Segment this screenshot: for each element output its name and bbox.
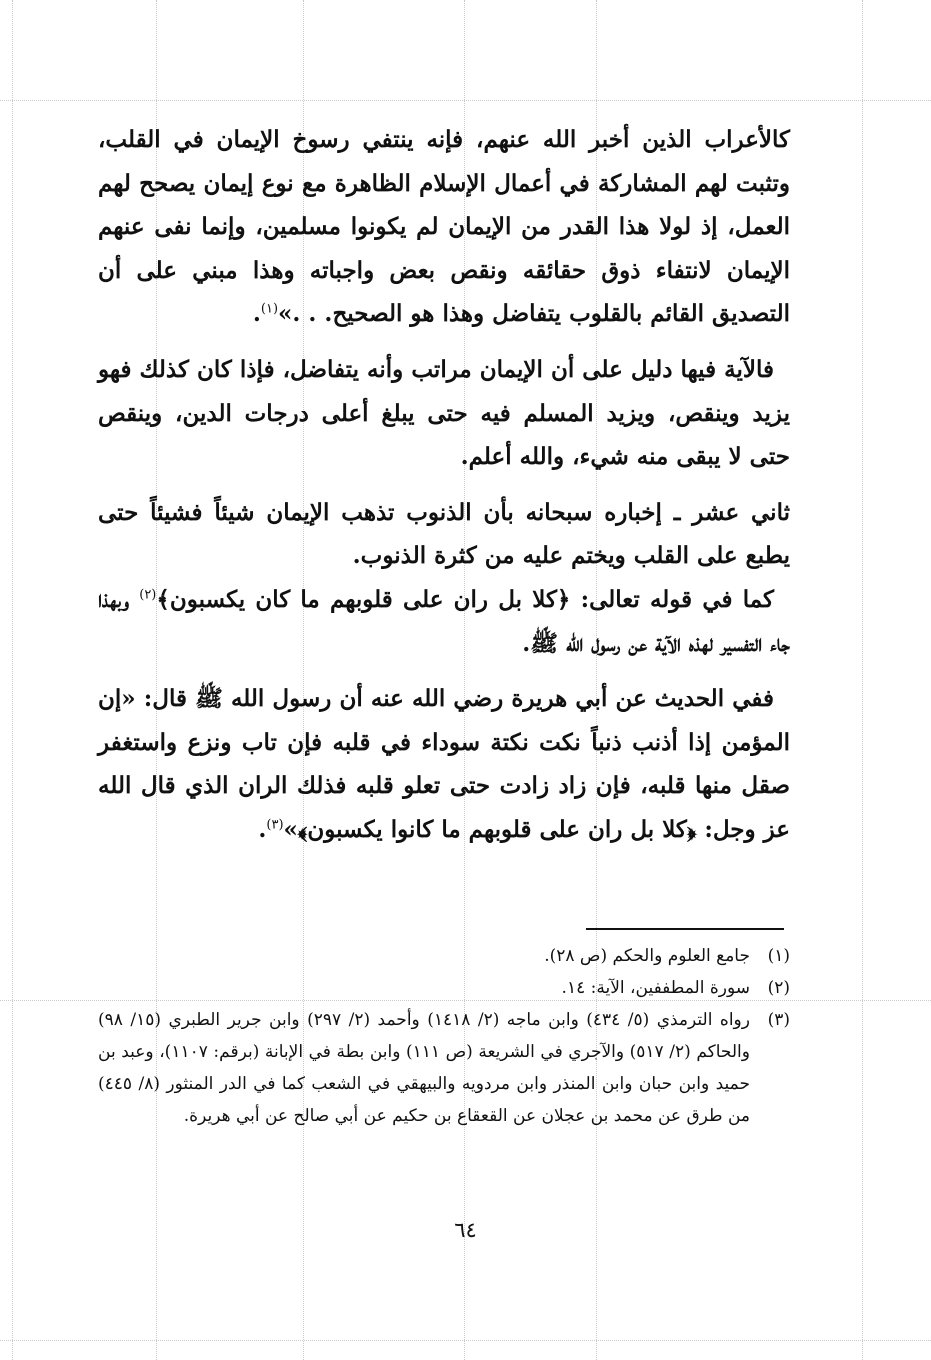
paragraph-text: . (258, 815, 267, 843)
paragraph (98, 677, 790, 851)
footnote-text: جامع العلوم والحكم (ص ٢٨). (544, 946, 750, 966)
footnote (98, 940, 790, 972)
footnotes (98, 940, 790, 1132)
footnote-reference: (١) (260, 301, 279, 317)
scan-guide-line (12, 0, 13, 1360)
footnote (98, 972, 790, 1004)
page-number: ٦٤ (454, 1218, 477, 1242)
footnote-text: رواه الترمذي (٥/ ٤٣٤) وابن ماجه (٢/ ١٤١٨) وأحمد (٢/ ٢٩٧) وابن جرير الطبري (١٥/ ٩٨) والحاكم (٢/ ٥١٧) والآجري في الشريعة (ص ١١١) وابن بطة في الإبانة (برقم: ١١٠٧)، وعبد بن حميد وابن حبان وابن المنذر وابن مردويه والبيهقي في الشعب كما في الدر المنثور (٨/ ٤٤٥) من طرق عن محمد بن عجلان عن القعقاع بن حكيم عن أبي صالح عن أبي هريرة. (98, 1010, 750, 1126)
paragraph (98, 118, 790, 336)
paragraph-text: ثاني عشر ـ إخباره سبحانه بأن الذنوب تذهب الإيمان شيئاً فشيئاً حتى يطبع على القلب ويختم عليه من كثرة الذنوب. (98, 498, 790, 570)
paragraph-text: . (252, 300, 261, 328)
paragraph-text: فالآية فيها دليل على أن الإيمان مراتب وأنه يتفاضل، فإذا كان كذلك فهو يزيد وينقص، ويزيد المسلم فيه حتى يبلغ أعلى درجات الدين، وينقص حتى لا يبقى منه شيء، والله أعلم. (98, 355, 790, 471)
paragraph-text: كما في قوله تعالى: ﴿كلا بل ران على قلوبهم ما كان يكسبون﴾ (156, 585, 774, 613)
footnote-number: (٣) (767, 1010, 790, 1030)
footnote-text: سورة المطففين، الآية: ١٤. (561, 978, 750, 998)
footnote-reference: (٣) (266, 817, 284, 833)
scan-guide-line (862, 0, 863, 1360)
main-text (98, 118, 790, 852)
paragraph (98, 578, 790, 665)
footnote (98, 1004, 790, 1132)
paragraph-text: ففي الحديث عن أبي هريرة رضي الله عنه أن رسول الله ﷺ قال: «إن المؤمن إذا أذنب ذنباً نكت نكتة سوداء في قلبه فإن تاب ونزع واستغفر صقل منها قلبه، فإن زاد زادت حتى تعلو قلبه فذلك الران الذي قال الله عز وجل: ﴿كلا بل ران على قلوبهم ما كانوا يكسبون﴾» (98, 685, 790, 843)
paragraph (98, 348, 790, 479)
footnote-number: (٢) (767, 978, 790, 998)
paragraph-text: كالأعراب الذين أخبر الله عنهم، فإنه ينتفي رسوخ الإيمان في القلب، وتثبت لهم المشاركة في أعمال الإسلام الظاهرة مع نوع إيمان يصحح لهم العمل، إذ لولا هذا القدر من الإيمان لم يكونوا مسلمين، وإنما نفى عنهم الإيمان لانتفاء ذوق حقائقه ونقص بعض واجباته وهذا مبني على أن التصديق القائم بالقلوب يتفاضل وهذا هو الصحيح. . .» (98, 126, 790, 328)
paragraph-text: وبهذا جاء التفسير لهذه الآية عن رسول الله ﷺ. (98, 585, 790, 657)
footnote-divider (586, 928, 784, 930)
footnote-number: (١) (767, 946, 790, 966)
paragraph (98, 491, 790, 578)
scan-guide-line (0, 100, 931, 101)
scan-guide-line (0, 1340, 931, 1341)
footnote-reference: (٢) (139, 587, 157, 603)
